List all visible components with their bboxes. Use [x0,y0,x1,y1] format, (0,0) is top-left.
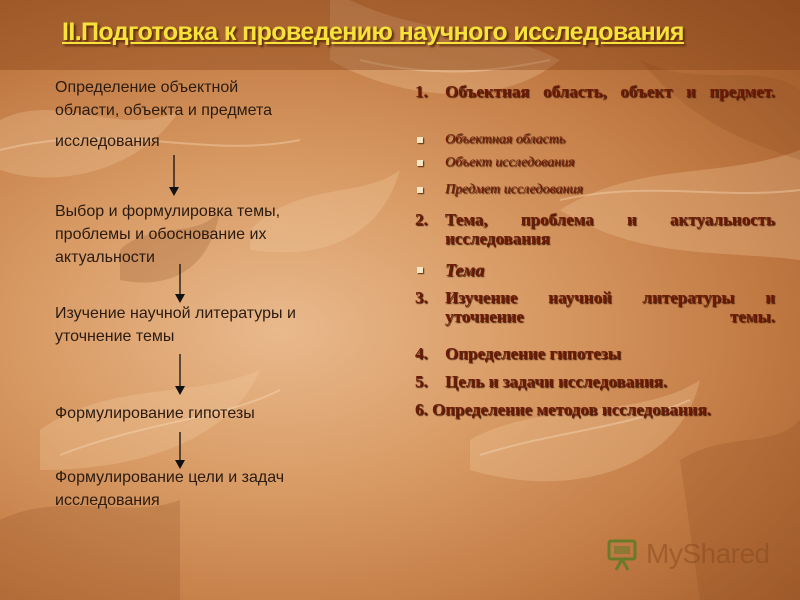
stage-item-5 [415,372,775,391]
flow-step-text: исследования [55,492,160,509]
stage-text: Объектная область, объект и предмет. [445,82,775,101]
flow-step-text: Определение объектной [55,79,239,96]
stage-text: Тема, проблема и актуальность исследования [445,210,775,248]
flow-step-text: исследования [55,133,160,150]
flow-step-hypothesis [55,402,340,425]
flow-arrow [174,354,186,396]
stage-text: Цель и задачи исследования. [445,372,668,391]
substage-text: Объект исследования [445,155,575,170]
stage-text: Изучение научной литературы и уточнение темы. [445,288,775,326]
substage-text: Тема [445,260,485,280]
substage-subject [415,182,583,198]
substage-topic [415,260,484,281]
myshared-logo [606,536,771,576]
square-bullet-icon [417,187,423,193]
stage-number: 4. [415,344,428,363]
stage-number: 5. [415,372,428,391]
flow-step-object-area [55,76,340,153]
stage-number: 3. [415,288,428,307]
flow-step-literature [55,302,340,348]
flow-step-text: Изучение научной литературы и [55,305,296,322]
flow-arrow [174,432,186,470]
flow-step-text: актуальности [55,249,155,266]
stage-text: Определение гипотезы [445,344,621,363]
substage-text: Предмет исследования [445,182,583,197]
stage-item-4 [415,344,775,363]
stage-item-6 [415,400,775,419]
stage-item-1 [415,82,775,101]
flow-arrow [168,155,180,197]
square-bullet-icon [417,137,423,143]
flow-step-topic [55,200,340,269]
flow-step-text: Формулирование цели и задач [55,469,285,486]
watermark-text: MyShared [646,538,770,569]
substage-text: Объектная область [445,132,566,147]
stage-text: 6. Определение методов исследования. [415,400,711,419]
presentation-board-icon [606,538,640,572]
slide-title: II.Подготовка к проведению научного исследования [62,18,684,46]
stage-item-2 [415,210,775,248]
stage-item-3 [415,288,775,326]
stage-number: 2. [415,210,428,229]
flow-step-goals [55,466,340,512]
flow-arrow [174,264,186,304]
flow-step-text: области, объекта и предмета [55,102,273,119]
flow-step-text: Формулирование гипотезы [55,405,255,422]
flow-step-text: уточнение темы [55,328,175,345]
substage-object-area [415,132,565,148]
square-bullet-icon [417,267,423,273]
flow-step-text: проблемы и обоснование их [55,226,267,243]
flow-step-text: Выбор и формулировка темы, [55,203,281,220]
substage-object [415,155,575,171]
square-bullet-icon [417,160,423,166]
stage-number: 1. [415,82,428,101]
